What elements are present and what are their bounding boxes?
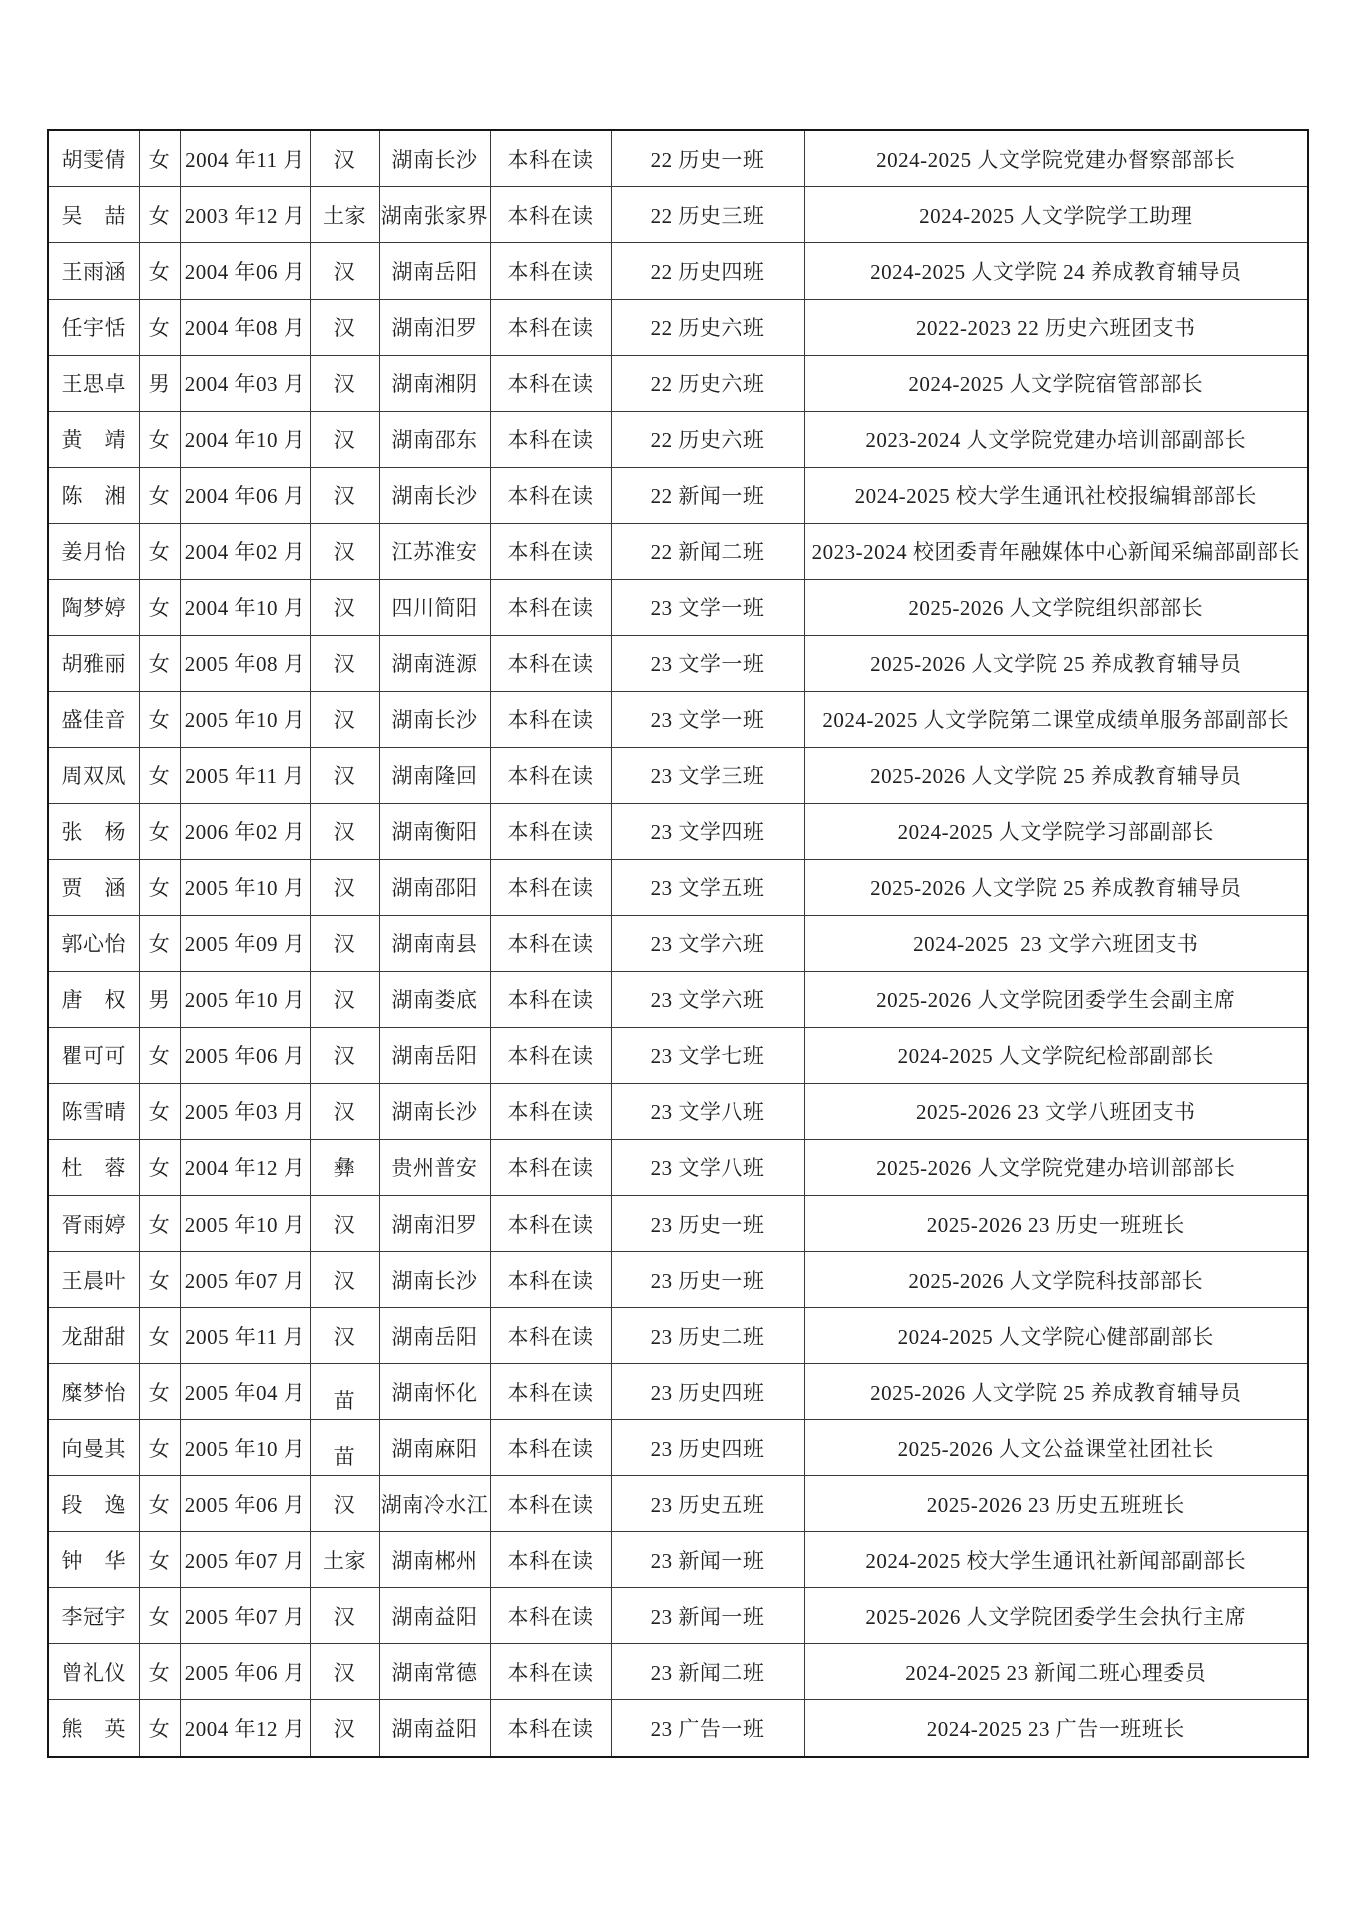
cell-hometown: 四川简阳 (379, 579, 490, 635)
cell-gender: 女 (139, 1027, 180, 1083)
cell-ethnicity: 苗 (310, 1420, 379, 1476)
cell-gender: 女 (139, 747, 180, 803)
cell-name: 王雨涵 (48, 243, 139, 299)
cell-gender: 女 (139, 1196, 180, 1252)
cell-ethnicity: 汉 (310, 523, 379, 579)
cell-class-name: 23 文学一班 (611, 635, 804, 691)
cell-class-name: 23 文学六班 (611, 915, 804, 971)
cell-ethnicity: 汉 (310, 859, 379, 915)
cell-name: 陈 湘 (48, 467, 139, 523)
cell-status: 本科在读 (490, 859, 611, 915)
table-row (48, 859, 1308, 915)
cell-class-name: 23 历史一班 (611, 1196, 804, 1252)
cell-class-name: 23 历史五班 (611, 1476, 804, 1532)
roster-table (47, 129, 1309, 1758)
cell-hometown: 湖南益阳 (379, 1588, 490, 1644)
cell-gender: 女 (139, 1364, 180, 1420)
cell-birth: 2005 年08 月 (180, 635, 310, 691)
cell-birth: 2005 年11 月 (180, 1308, 310, 1364)
cell-status: 本科在读 (490, 579, 611, 635)
cell-class-name: 23 文学八班 (611, 1139, 804, 1195)
cell-name: 吴 喆 (48, 187, 139, 243)
cell-class-name: 22 历史三班 (611, 187, 804, 243)
cell-status: 本科在读 (490, 467, 611, 523)
cell-status: 本科在读 (490, 1644, 611, 1700)
cell-gender: 女 (139, 243, 180, 299)
cell-class-name: 22 新闻一班 (611, 467, 804, 523)
cell-class-name: 23 新闻一班 (611, 1588, 804, 1644)
cell-gender: 女 (139, 691, 180, 747)
cell-ethnicity: 汉 (310, 411, 379, 467)
cell-class-name: 23 历史四班 (611, 1364, 804, 1420)
cell-position: 2025-2026 人文学院 25 养成教育辅导员 (804, 747, 1308, 803)
cell-hometown: 湖南衡阳 (379, 803, 490, 859)
cell-gender: 女 (139, 1644, 180, 1700)
cell-birth: 2005 年10 月 (180, 971, 310, 1027)
cell-hometown: 湖南常德 (379, 1644, 490, 1700)
cell-hometown: 湖南郴州 (379, 1532, 490, 1588)
cell-birth: 2005 年10 月 (180, 691, 310, 747)
cell-ethnicity: 汉 (310, 1588, 379, 1644)
cell-name: 段 逸 (48, 1476, 139, 1532)
cell-status: 本科在读 (490, 1364, 611, 1420)
table-row (48, 130, 1308, 187)
cell-birth: 2006 年02 月 (180, 803, 310, 859)
cell-class-name: 23 新闻一班 (611, 1532, 804, 1588)
cell-birth: 2004 年10 月 (180, 411, 310, 467)
cell-gender: 男 (139, 971, 180, 1027)
cell-ethnicity: 汉 (310, 130, 379, 187)
cell-gender: 女 (139, 411, 180, 467)
cell-gender: 女 (139, 523, 180, 579)
cell-birth: 2004 年03 月 (180, 355, 310, 411)
cell-position: 2024-2025 校大学生通讯社新闻部副部长 (804, 1532, 1308, 1588)
cell-position: 2025-2026 23 历史五班班长 (804, 1476, 1308, 1532)
cell-class-name: 23 文学八班 (611, 1083, 804, 1139)
cell-ethnicity: 汉 (310, 467, 379, 523)
cell-position: 2023-2024 人文学院党建办培训部副部长 (804, 411, 1308, 467)
cell-name: 唐 权 (48, 971, 139, 1027)
cell-name: 向曼其 (48, 1420, 139, 1476)
cell-gender: 女 (139, 1476, 180, 1532)
cell-hometown: 湖南长沙 (379, 691, 490, 747)
cell-status: 本科在读 (490, 1252, 611, 1308)
cell-class-name: 23 文学六班 (611, 971, 804, 1027)
cell-ethnicity: 汉 (310, 1027, 379, 1083)
cell-hometown: 湖南汨罗 (379, 299, 490, 355)
cell-gender: 女 (139, 187, 180, 243)
cell-gender: 女 (139, 299, 180, 355)
cell-position: 2025-2026 23 文学八班团支书 (804, 1083, 1308, 1139)
cell-status: 本科在读 (490, 187, 611, 243)
cell-status: 本科在读 (490, 915, 611, 971)
table-row (48, 1308, 1308, 1364)
cell-name: 贾 涵 (48, 859, 139, 915)
cell-name: 任宇恬 (48, 299, 139, 355)
table-row (48, 1196, 1308, 1252)
cell-birth: 2005 年07 月 (180, 1252, 310, 1308)
cell-class-name: 23 历史一班 (611, 1252, 804, 1308)
cell-class-name: 23 文学四班 (611, 803, 804, 859)
cell-hometown: 湖南张家界 (379, 187, 490, 243)
table-row (48, 1083, 1308, 1139)
cell-gender: 女 (139, 915, 180, 971)
cell-class-name: 22 历史六班 (611, 299, 804, 355)
cell-gender: 女 (139, 1139, 180, 1195)
cell-birth: 2003 年12 月 (180, 187, 310, 243)
cell-status: 本科在读 (490, 243, 611, 299)
table-row (48, 1252, 1308, 1308)
cell-position: 2025-2026 23 历史一班班长 (804, 1196, 1308, 1252)
cell-position: 2025-2026 人文学院组织部部长 (804, 579, 1308, 635)
cell-birth: 2004 年12 月 (180, 1139, 310, 1195)
cell-status: 本科在读 (490, 803, 611, 859)
cell-position: 2024-2025 校大学生通讯社校报编辑部部长 (804, 467, 1308, 523)
cell-name: 陶梦婷 (48, 579, 139, 635)
cell-gender: 女 (139, 635, 180, 691)
cell-name: 李冠宇 (48, 1588, 139, 1644)
cell-class-name: 23 文学五班 (611, 859, 804, 915)
table-row (48, 1532, 1308, 1588)
cell-birth: 2004 年06 月 (180, 243, 310, 299)
roster-body (48, 130, 1308, 1757)
table-row (48, 1364, 1308, 1420)
cell-birth: 2005 年03 月 (180, 1083, 310, 1139)
table-row (48, 1644, 1308, 1700)
cell-ethnicity: 汉 (310, 747, 379, 803)
cell-name: 熊 英 (48, 1700, 139, 1757)
cell-position: 2024-2025 人文学院学工助理 (804, 187, 1308, 243)
cell-ethnicity: 汉 (310, 1196, 379, 1252)
cell-status: 本科在读 (490, 1420, 611, 1476)
cell-ethnicity: 土家 (310, 187, 379, 243)
table-row (48, 187, 1308, 243)
cell-position: 2022-2023 22 历史六班团支书 (804, 299, 1308, 355)
cell-gender: 女 (139, 1588, 180, 1644)
cell-status: 本科在读 (490, 971, 611, 1027)
cell-ethnicity: 汉 (310, 1700, 379, 1757)
cell-hometown: 湖南湘阴 (379, 355, 490, 411)
cell-class-name: 22 历史一班 (611, 130, 804, 187)
cell-gender: 女 (139, 130, 180, 187)
cell-status: 本科在读 (490, 1027, 611, 1083)
cell-hometown: 湖南岳阳 (379, 1027, 490, 1083)
cell-position: 2025-2026 人文学院 25 养成教育辅导员 (804, 1364, 1308, 1420)
cell-ethnicity: 汉 (310, 1476, 379, 1532)
cell-position: 2025-2026 人文学院团委学生会副主席 (804, 971, 1308, 1027)
cell-position: 2024-2025 23 文学六班团支书 (804, 915, 1308, 971)
cell-name: 黄 靖 (48, 411, 139, 467)
cell-class-name: 22 历史四班 (611, 243, 804, 299)
table-row (48, 299, 1308, 355)
cell-status: 本科在读 (490, 1700, 611, 1757)
cell-name: 杜 蓉 (48, 1139, 139, 1195)
cell-gender: 女 (139, 1083, 180, 1139)
cell-name: 胥雨婷 (48, 1196, 139, 1252)
cell-ethnicity: 汉 (310, 1252, 379, 1308)
cell-birth: 2004 年02 月 (180, 523, 310, 579)
cell-gender: 男 (139, 355, 180, 411)
cell-hometown: 湖南邵东 (379, 411, 490, 467)
cell-name: 瞿可可 (48, 1027, 139, 1083)
cell-gender: 女 (139, 803, 180, 859)
table-row (48, 579, 1308, 635)
cell-hometown: 湖南长沙 (379, 1252, 490, 1308)
cell-birth: 2005 年07 月 (180, 1588, 310, 1644)
cell-name: 龙甜甜 (48, 1308, 139, 1364)
cell-name: 姜月怡 (48, 523, 139, 579)
cell-ethnicity: 土家 (310, 1532, 379, 1588)
table-row (48, 747, 1308, 803)
cell-ethnicity: 汉 (310, 243, 379, 299)
cell-ethnicity: 汉 (310, 299, 379, 355)
cell-birth: 2005 年04 月 (180, 1364, 310, 1420)
cell-hometown: 湖南娄底 (379, 971, 490, 1027)
table-row (48, 971, 1308, 1027)
cell-hometown: 江苏淮安 (379, 523, 490, 579)
cell-ethnicity: 汉 (310, 579, 379, 635)
cell-class-name: 23 文学一班 (611, 579, 804, 635)
cell-ethnicity: 汉 (310, 803, 379, 859)
cell-status: 本科在读 (490, 635, 611, 691)
table-row (48, 1700, 1308, 1757)
table-row (48, 915, 1308, 971)
cell-position: 2025-2026 人文学院团委学生会执行主席 (804, 1588, 1308, 1644)
cell-class-name: 23 文学一班 (611, 691, 804, 747)
table-row (48, 355, 1308, 411)
cell-birth: 2005 年11 月 (180, 747, 310, 803)
cell-name: 周双凤 (48, 747, 139, 803)
table-row (48, 635, 1308, 691)
table-row (48, 523, 1308, 579)
cell-status: 本科在读 (490, 523, 611, 579)
cell-status: 本科在读 (490, 1588, 611, 1644)
cell-birth: 2005 年06 月 (180, 1644, 310, 1700)
cell-name: 王思卓 (48, 355, 139, 411)
cell-birth: 2004 年11 月 (180, 130, 310, 187)
cell-ethnicity: 汉 (310, 1644, 379, 1700)
cell-gender: 女 (139, 1252, 180, 1308)
table-row (48, 467, 1308, 523)
cell-name: 曾礼仪 (48, 1644, 139, 1700)
cell-position: 2025-2026 人文学院党建办培训部部长 (804, 1139, 1308, 1195)
cell-position: 2024-2025 23 广告一班班长 (804, 1700, 1308, 1757)
cell-class-name: 23 文学七班 (611, 1027, 804, 1083)
cell-birth: 2005 年09 月 (180, 915, 310, 971)
cell-name: 王晨叶 (48, 1252, 139, 1308)
cell-gender: 女 (139, 1420, 180, 1476)
cell-name: 胡雯倩 (48, 130, 139, 187)
cell-gender: 女 (139, 579, 180, 635)
cell-hometown: 湖南岳阳 (379, 243, 490, 299)
cell-class-name: 23 广告一班 (611, 1700, 804, 1757)
cell-status: 本科在读 (490, 1532, 611, 1588)
cell-hometown: 湖南长沙 (379, 467, 490, 523)
cell-position: 2025-2026 人文学院科技部部长 (804, 1252, 1308, 1308)
cell-name: 郭心怡 (48, 915, 139, 971)
cell-gender: 女 (139, 859, 180, 915)
cell-birth: 2004 年10 月 (180, 579, 310, 635)
cell-hometown: 贵州普安 (379, 1139, 490, 1195)
cell-position: 2024-2025 人文学院学习部副部长 (804, 803, 1308, 859)
cell-position: 2025-2026 人文公益课堂社团社长 (804, 1420, 1308, 1476)
cell-position: 2024-2025 人文学院党建办督察部部长 (804, 130, 1308, 187)
cell-name: 陈雪晴 (48, 1083, 139, 1139)
cell-ethnicity: 汉 (310, 1308, 379, 1364)
cell-status: 本科在读 (490, 1139, 611, 1195)
cell-hometown: 湖南益阳 (379, 1700, 490, 1757)
cell-name: 糜梦怡 (48, 1364, 139, 1420)
cell-ethnicity: 苗 (310, 1364, 379, 1420)
cell-class-name: 23 新闻二班 (611, 1644, 804, 1700)
cell-hometown: 湖南南县 (379, 915, 490, 971)
table-row (48, 411, 1308, 467)
cell-ethnicity: 汉 (310, 691, 379, 747)
cell-status: 本科在读 (490, 691, 611, 747)
cell-class-name: 22 历史六班 (611, 355, 804, 411)
cell-position: 2025-2026 人文学院 25 养成教育辅导员 (804, 859, 1308, 915)
cell-name: 盛佳音 (48, 691, 139, 747)
cell-position: 2024-2025 人文学院纪检部副部长 (804, 1027, 1308, 1083)
cell-class-name: 23 历史四班 (611, 1420, 804, 1476)
cell-hometown: 湖南长沙 (379, 130, 490, 187)
cell-birth: 2005 年07 月 (180, 1532, 310, 1588)
cell-status: 本科在读 (490, 1083, 611, 1139)
cell-gender: 女 (139, 467, 180, 523)
cell-position: 2024-2025 人文学院 24 养成教育辅导员 (804, 243, 1308, 299)
cell-gender: 女 (139, 1700, 180, 1757)
cell-class-name: 23 历史二班 (611, 1308, 804, 1364)
cell-ethnicity: 汉 (310, 915, 379, 971)
cell-status: 本科在读 (490, 1196, 611, 1252)
cell-status: 本科在读 (490, 1308, 611, 1364)
table-row (48, 691, 1308, 747)
cell-birth: 2004 年08 月 (180, 299, 310, 355)
cell-position: 2025-2026 人文学院 25 养成教育辅导员 (804, 635, 1308, 691)
table-row (48, 1420, 1308, 1476)
cell-hometown: 湖南冷水江 (379, 1476, 490, 1532)
table-row (48, 1476, 1308, 1532)
cell-ethnicity: 汉 (310, 635, 379, 691)
cell-position: 2024-2025 人文学院第二课堂成绩单服务部副部长 (804, 691, 1308, 747)
cell-hometown: 湖南怀化 (379, 1364, 490, 1420)
cell-hometown: 湖南隆回 (379, 747, 490, 803)
cell-position: 2024-2025 人文学院心健部副部长 (804, 1308, 1308, 1364)
cell-position: 2024-2025 人文学院宿管部部长 (804, 355, 1308, 411)
cell-birth: 2004 年06 月 (180, 467, 310, 523)
cell-ethnicity: 汉 (310, 971, 379, 1027)
cell-status: 本科在读 (490, 130, 611, 187)
cell-status: 本科在读 (490, 411, 611, 467)
cell-class-name: 23 文学三班 (611, 747, 804, 803)
cell-ethnicity: 汉 (310, 355, 379, 411)
table-row (48, 803, 1308, 859)
cell-name: 胡雅丽 (48, 635, 139, 691)
cell-birth: 2004 年12 月 (180, 1700, 310, 1757)
cell-class-name: 22 新闻二班 (611, 523, 804, 579)
cell-birth: 2005 年10 月 (180, 1196, 310, 1252)
cell-name: 钟 华 (48, 1532, 139, 1588)
cell-hometown: 湖南邵阳 (379, 859, 490, 915)
cell-hometown: 湖南岳阳 (379, 1308, 490, 1364)
cell-birth: 2005 年06 月 (180, 1476, 310, 1532)
cell-gender: 女 (139, 1532, 180, 1588)
cell-gender: 女 (139, 1308, 180, 1364)
cell-birth: 2005 年10 月 (180, 859, 310, 915)
cell-ethnicity: 彝 (310, 1139, 379, 1195)
cell-hometown: 湖南麻阳 (379, 1420, 490, 1476)
cell-status: 本科在读 (490, 747, 611, 803)
table-row (48, 1027, 1308, 1083)
table-row (48, 1139, 1308, 1195)
cell-class-name: 22 历史六班 (611, 411, 804, 467)
cell-status: 本科在读 (490, 1476, 611, 1532)
table-row (48, 1588, 1308, 1644)
cell-status: 本科在读 (490, 355, 611, 411)
table-row (48, 243, 1308, 299)
cell-hometown: 湖南涟源 (379, 635, 490, 691)
cell-hometown: 湖南汨罗 (379, 1196, 490, 1252)
cell-ethnicity: 汉 (310, 1083, 379, 1139)
cell-hometown: 湖南长沙 (379, 1083, 490, 1139)
cell-birth: 2005 年06 月 (180, 1027, 310, 1083)
cell-position: 2024-2025 23 新闻二班心理委员 (804, 1644, 1308, 1700)
cell-position: 2023-2024 校团委青年融媒体中心新闻采编部副部长 (804, 523, 1308, 579)
cell-birth: 2005 年10 月 (180, 1420, 310, 1476)
cell-status: 本科在读 (490, 299, 611, 355)
cell-name: 张 杨 (48, 803, 139, 859)
